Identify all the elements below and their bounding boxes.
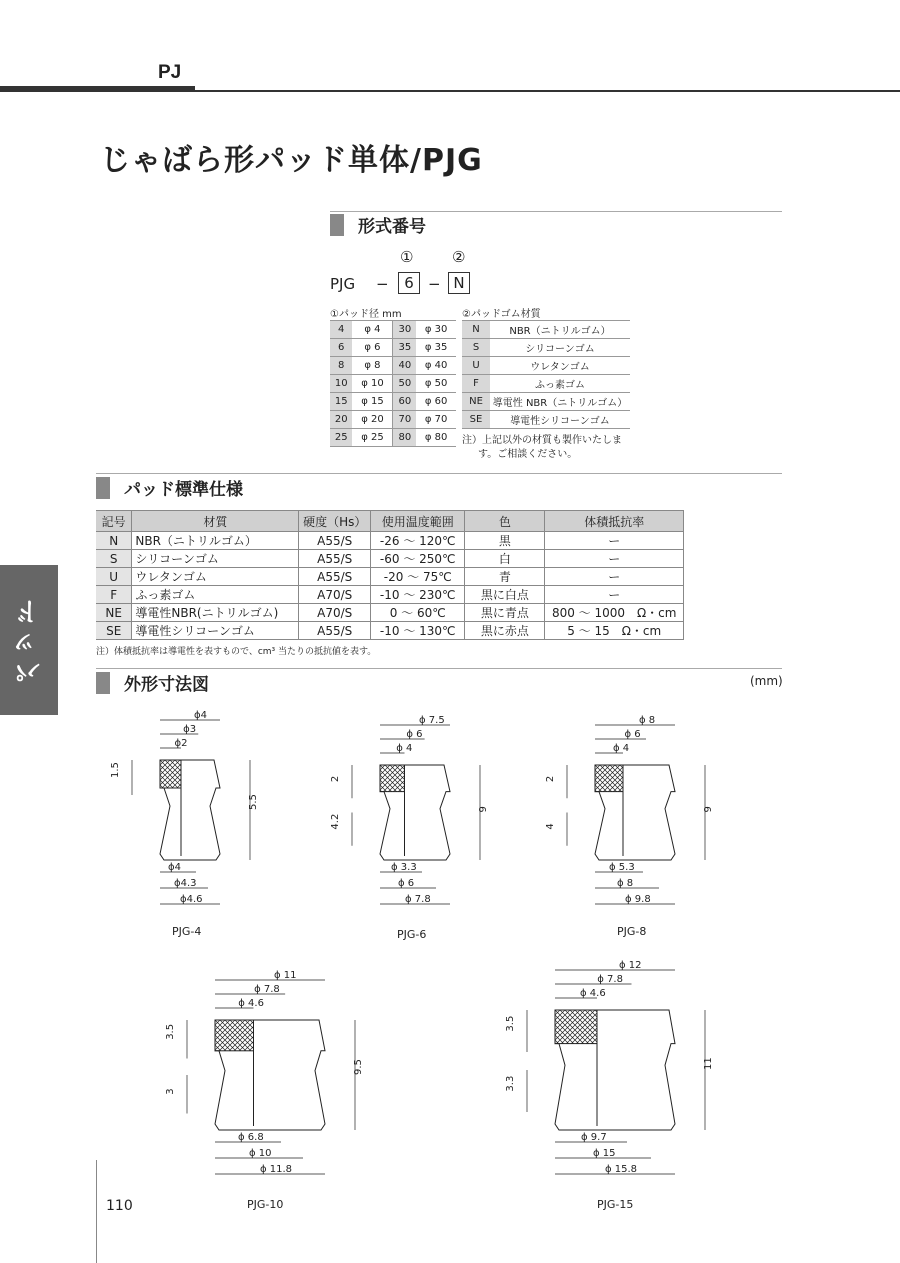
dim-bottom-label: ϕ 11.8	[260, 1164, 293, 1175]
figure-label: PJG-6	[397, 928, 427, 941]
dia-table	[330, 320, 456, 447]
mat-row: S シリコーンゴム	[462, 339, 630, 357]
dim-top-label: ϕ 7.5	[419, 715, 445, 726]
mat-row: NE 導電性 NBR（ニトリルゴム）	[462, 393, 630, 411]
dim-top-label: ϕ 4.6	[238, 998, 264, 1009]
spec-header: 記号	[96, 511, 132, 532]
dim-side-label: 4	[545, 823, 556, 830]
dim-bottom-label: ϕ 9.8	[625, 894, 651, 905]
mat-title: ②パッドゴム材質	[462, 309, 541, 320]
dim-bottom-label: ϕ 8	[617, 878, 634, 889]
figure-label: PJG-8	[617, 925, 647, 938]
dia-row: 10 φ 10 50 φ 50	[330, 375, 456, 393]
dim-top-label: ϕ 4	[613, 743, 630, 754]
mat-box: N	[448, 272, 470, 294]
dim-side-label: 5.5	[248, 794, 259, 810]
mat-note: 注）上記以外の材質も製作いたしま す。ご相談ください。	[462, 435, 622, 460]
spec-header: 色	[465, 511, 545, 532]
figure-pjg-15	[505, 960, 714, 1210]
spec-row: U ウレタンゴム A55/S -20 〜 75℃ 青 ー	[96, 568, 684, 586]
dim-side-label: 3.5	[165, 1023, 176, 1040]
dim-top-label: ϕ 7.8	[254, 984, 280, 995]
dim-side-label: 2	[330, 775, 341, 783]
dim-top-label: ϕ2	[174, 738, 188, 749]
dim-top-label: ϕ 7.8	[597, 974, 623, 985]
dim-side-label: 4.2	[330, 813, 341, 830]
dim-side-label: 2	[545, 775, 556, 783]
dia-row: 25 φ 25 80 φ 80	[330, 429, 456, 447]
spec-header: 使用温度範囲	[371, 511, 465, 532]
dim-top-label: ϕ 12	[619, 960, 642, 971]
spec-header: 体積抵抗率	[545, 511, 684, 532]
figure-label: PJG-10	[247, 1198, 284, 1210]
dim-top-label: ϕ 8	[639, 715, 656, 726]
series-label: PJ	[158, 62, 182, 83]
dimension-drawings	[0, 700, 900, 1210]
spec-row: SE 導電性シリコーンゴム A55/S -10 〜 130℃ 黒に赤点 5 〜 15 Ω・cm	[96, 622, 684, 640]
figure-pjg-6	[330, 715, 489, 941]
dim-side-label: 3.5	[505, 1015, 516, 1032]
dim-bottom-label: ϕ 15.8	[605, 1164, 638, 1175]
dim-top-label: ϕ 6	[624, 729, 641, 740]
circle-2: ②	[452, 248, 466, 266]
spec-table	[96, 510, 684, 640]
figure-label: PJG-4	[172, 925, 202, 938]
dim-side-label: 11	[703, 1057, 714, 1070]
page-title: じゃばら形パッド単体/PJG	[100, 143, 483, 178]
header-rule	[0, 90, 900, 92]
side-tab-pad: パッド	[0, 565, 58, 715]
dim-top-label: ϕ4	[194, 710, 207, 721]
circle-1: ①	[400, 248, 414, 266]
dim-bottom-label: ϕ4.6	[180, 894, 203, 905]
model-section-heading: 形式番号	[330, 212, 426, 237]
dia-row: 4 φ 4 30 φ 30	[330, 321, 456, 339]
dim-side-label: 9.5	[353, 1059, 364, 1075]
dia-row: 8 φ 8 40 φ 40	[330, 357, 456, 375]
dia-row: 15 φ 15 60 φ 60	[330, 393, 456, 411]
dia-row: 20 φ 20 70 φ 70	[330, 411, 456, 429]
spec-row: S シリコーンゴム A55/S -60 〜 250℃ 白 ー	[96, 550, 684, 568]
dim-top-label: ϕ3	[183, 724, 197, 735]
dim-side-label: 3.3	[505, 1075, 516, 1092]
mat-row: SE 導電性シリコーンゴム	[462, 411, 630, 429]
dim-side-label: 1.5	[110, 762, 121, 778]
spec-header: 材質	[132, 511, 299, 532]
dim-bottom-label: ϕ 7.8	[405, 894, 431, 905]
dim-bottom-label: ϕ 10	[249, 1148, 272, 1159]
dim-section-heading: 外形寸法図	[96, 670, 209, 695]
dim-bottom-label: ϕ 6.8	[238, 1132, 264, 1143]
mat-table	[462, 320, 630, 429]
spec-header: 硬度（Hs）	[299, 511, 371, 532]
dia-row: 6 φ 6 35 φ 35	[330, 339, 456, 357]
page-number: 110	[106, 1198, 133, 1214]
dim-bottom-label: ϕ 6	[398, 878, 415, 889]
dim-bottom-label: ϕ4	[168, 862, 181, 873]
figure-pjg-8	[545, 715, 714, 938]
spec-row: F ふっ素ゴム A70/S -10 〜 230℃ 黒に白点 ー	[96, 586, 684, 604]
dia-box: 6	[398, 272, 420, 294]
dim-bottom-label: ϕ 5.3	[609, 862, 635, 873]
unit-label: (mm)	[750, 674, 783, 688]
dim-side-label: 9	[478, 806, 489, 813]
figure-pjg-10	[165, 970, 364, 1210]
mat-row: N NBR（ニトリルゴム）	[462, 321, 630, 339]
mat-row: F ふっ素ゴム	[462, 375, 630, 393]
dim-top-label: ϕ 4	[396, 743, 413, 754]
model-code: ① ② PJG − 6 − N	[330, 248, 490, 298]
dim-bottom-label: ϕ 9.7	[581, 1132, 607, 1143]
spec-row: N NBR（ニトリルゴム） A55/S -26 〜 120℃ 黒 ー	[96, 532, 684, 550]
figure-pjg-4	[110, 710, 259, 938]
dim-top-label: ϕ 11	[274, 970, 297, 981]
spec-note: 注）体積抵抗率は導電性を表すもので、cm³ 当たりの抵抗値を表す。	[96, 647, 377, 657]
dim-bottom-label: ϕ 15	[593, 1148, 616, 1159]
mat-row: U ウレタンゴム	[462, 357, 630, 375]
spec-row: NE 導電性NBR(ニトリルゴム) A70/S 0 〜 60℃ 黒に青点 800 〜 1000 Ω・cm	[96, 604, 684, 622]
dim-top-label: ϕ 6	[406, 729, 423, 740]
figure-label: PJG-15	[597, 1198, 634, 1210]
dim-bottom-label: ϕ 3.3	[391, 862, 417, 873]
dim-top-label: ϕ 4.6	[580, 988, 606, 999]
dim-side-label: 3	[165, 1088, 176, 1095]
dim-side-label: 9	[703, 806, 714, 813]
dim-bottom-label: ϕ4.3	[174, 878, 197, 889]
dia-title: ①パッド径 mm	[330, 309, 402, 320]
spec-section-heading: パッド標準仕様	[96, 475, 243, 500]
code-prefix: PJG	[330, 275, 356, 293]
